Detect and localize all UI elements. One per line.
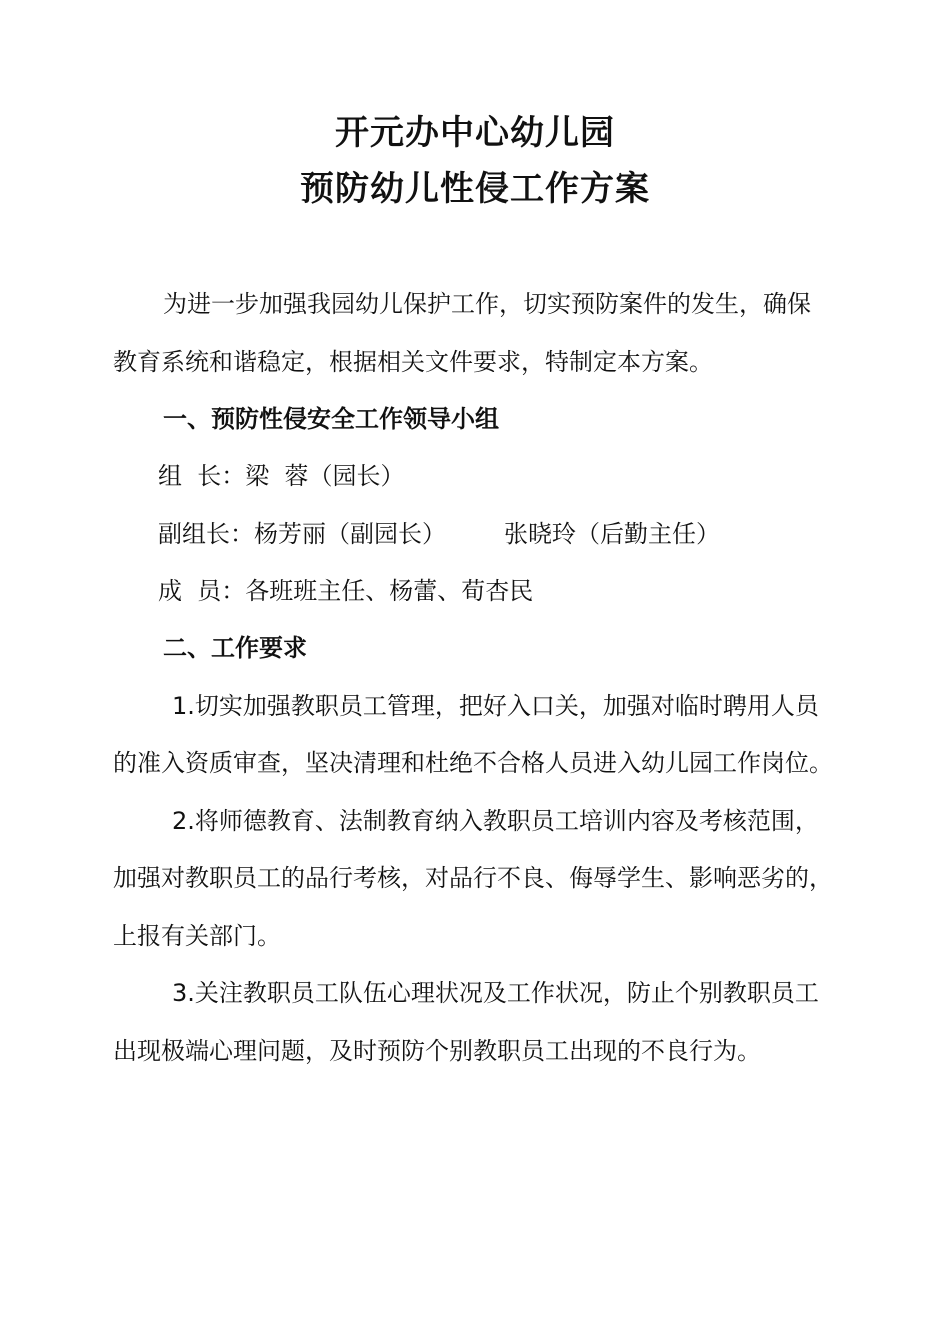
item-3-line-1: 3.关注教职员工队伍心理状况及工作状况，防止个别教职员工 xyxy=(172,979,819,1007)
section-2-heading: 二、工作要求 xyxy=(163,634,307,662)
item-2-line-2: 加强对教职员工的品行考核，对品行不良、侮辱学生、影响恶劣的， xyxy=(113,864,833,892)
deputy-1: 副组长：杨芳丽（副园长） xyxy=(158,520,446,548)
deputy-2: 张晓玲（后勤主任） xyxy=(504,520,720,548)
intro-paragraph-line-2: 教育系统和谐稳定，根据相关文件要求，特制定本方案。 xyxy=(113,348,713,376)
item-1-line-1: 1.切实加强教职员工管理，把好入口关，加强对临时聘用人员 xyxy=(172,692,819,720)
item-1-line-2: 的准入资质审查，坚决清理和杜绝不合格人员进入幼儿园工作岗位。 xyxy=(113,749,833,777)
item-2-line-1: 2.将师德教育、法制教育纳入教职员工培训内容及考核范围， xyxy=(172,807,819,835)
deputy-line xyxy=(158,522,720,546)
item-3-line-2: 出现极端心理问题，及时预防个别教职员工出现的不良行为。 xyxy=(113,1037,761,1065)
intro-paragraph-line-1: 为进一步加强我园幼儿保护工作，切实预防案件的发生，确保 xyxy=(163,290,811,318)
item-2-line-3: 上报有关部门。 xyxy=(113,922,281,950)
document-title-line-1: 开元办中心幼儿园 xyxy=(335,113,615,153)
section-1-heading: 一、预防性侵安全工作领导小组 xyxy=(163,405,499,433)
document-title-line-2: 预防幼儿性侵工作方案 xyxy=(300,169,650,209)
members-line: 成 员：各班班主任、杨蕾、荀杏民 xyxy=(158,577,534,605)
leader-line: 组 长：梁 蓉（园长） xyxy=(158,462,405,490)
